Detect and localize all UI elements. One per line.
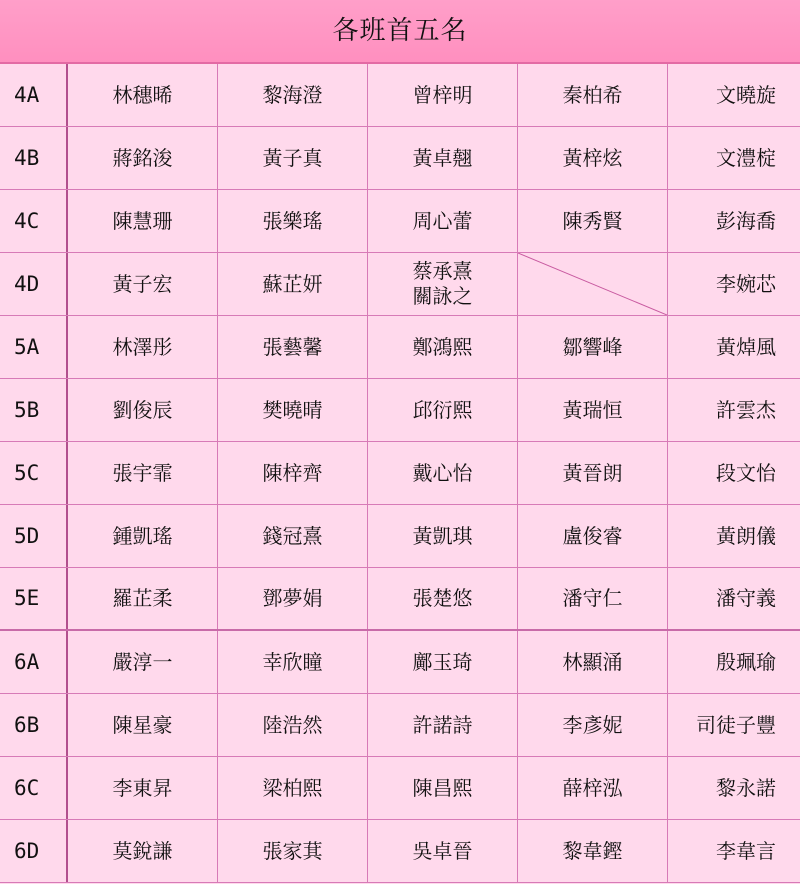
student-name: 曾梓明 xyxy=(412,82,473,107)
class-label: 6C xyxy=(0,757,68,819)
student-name: 殷珮瑜 xyxy=(716,649,776,674)
page-title: 各班首五名 xyxy=(332,16,468,46)
student-cell-rank-3 xyxy=(368,190,518,252)
student-cell-rank-2 xyxy=(218,568,368,629)
student-cell-rank-2 xyxy=(218,820,368,882)
student-name: 劉俊辰 xyxy=(112,397,173,422)
student-cell-rank-4 xyxy=(518,190,668,252)
student-name: 蘇芷妍 xyxy=(262,271,323,296)
student-name: 莫銳謙 xyxy=(112,838,173,863)
student-name: 黎韋鏗 xyxy=(562,838,623,863)
class-label: 4A xyxy=(0,64,68,126)
student-cell-rank-5 xyxy=(668,64,800,126)
student-cell-rank-3 xyxy=(368,253,518,315)
student-name: 周心蕾 xyxy=(412,208,473,233)
table-row xyxy=(0,568,800,631)
student-name: 陳星豪 xyxy=(112,712,173,737)
diagonal-line xyxy=(518,253,667,315)
student-cell-rank-2 xyxy=(218,442,368,504)
class-label: 4B xyxy=(0,127,68,189)
student-cell-rank-1 xyxy=(68,442,218,504)
student-cell-rank-1 xyxy=(68,757,218,819)
student-cell-rank-5 xyxy=(668,568,800,629)
student-name: 戴心怡 xyxy=(412,460,473,485)
student-cell-rank-5 xyxy=(668,253,800,315)
class-label: 5C xyxy=(0,442,68,504)
class-label: 4D xyxy=(0,253,68,315)
student-name: 文曉旋 xyxy=(716,82,776,107)
table-row xyxy=(0,820,800,883)
student-name: 黃焯風 xyxy=(716,334,776,359)
student-name: 彭海喬 xyxy=(716,208,776,233)
title-bar xyxy=(0,0,800,64)
table-row xyxy=(0,64,800,127)
student-cell-rank-5 xyxy=(668,694,800,756)
student-name: 鄺玉琦 xyxy=(412,649,473,674)
table-row xyxy=(0,253,800,316)
student-name: 鄧夢娟 xyxy=(262,586,323,610)
student-cell-rank-4 xyxy=(518,505,668,567)
student-name: 吳卓晉 xyxy=(412,838,473,863)
student-cell-rank-3 xyxy=(368,631,518,693)
student-name: 黃子真 xyxy=(262,145,323,170)
student-cell-rank-3 xyxy=(368,694,518,756)
student-name: 林顯涌 xyxy=(562,649,623,674)
class-label: 4C xyxy=(0,190,68,252)
table-row xyxy=(0,505,800,568)
student-cell-rank-5 xyxy=(668,505,800,567)
student-name: 梁柏熙 xyxy=(262,775,323,800)
student-name: 薛梓泓 xyxy=(562,775,623,800)
student-cell-rank-5 xyxy=(668,442,800,504)
student-name: 黃晉朗 xyxy=(562,460,623,485)
student-name: 張樂瑤 xyxy=(262,208,323,233)
student-name: 張宇霏 xyxy=(112,460,173,485)
student-name: 黃瑞恒 xyxy=(562,397,623,422)
table-row xyxy=(0,631,800,694)
student-name: 張藝馨 xyxy=(262,334,323,359)
class-label: 6B xyxy=(0,694,68,756)
student-name: 李東昇 xyxy=(112,775,173,800)
student-cell-rank-3 xyxy=(368,820,518,882)
student-cell-rank-4 xyxy=(518,442,668,504)
student-cell-rank-4 xyxy=(518,127,668,189)
student-cell-rank-1 xyxy=(68,820,218,882)
student-cell-rank-2 xyxy=(218,190,368,252)
student-cell-rank-1 xyxy=(68,694,218,756)
student-cell-rank-5 xyxy=(668,631,800,693)
student-cell-rank-4 xyxy=(518,64,668,126)
student-cell-rank-2 xyxy=(218,694,368,756)
empty-cell-diagonal xyxy=(518,253,667,315)
student-cell-rank-3 xyxy=(368,442,518,504)
student-name: 黃梓炫 xyxy=(562,145,623,170)
student-name: 李韋言 xyxy=(716,838,776,863)
student-cell-rank-5 xyxy=(668,127,800,189)
student-cell-rank-4 xyxy=(518,253,668,315)
student-cell-rank-4 xyxy=(518,568,668,629)
table-row xyxy=(0,757,800,820)
student-cell-rank-2 xyxy=(218,631,368,693)
student-name: 陳昌熙 xyxy=(412,775,473,800)
student-cell-rank-2 xyxy=(218,253,368,315)
student-cell-rank-2 xyxy=(218,757,368,819)
student-cell-rank-1 xyxy=(68,253,218,315)
student-cell-rank-1 xyxy=(68,64,218,126)
student-name: 許雲杰 xyxy=(716,397,776,422)
table-row xyxy=(0,127,800,190)
student-cell-rank-4 xyxy=(518,316,668,378)
student-name: 張家萁 xyxy=(262,838,323,863)
student-name: 陸浩然 xyxy=(262,712,323,737)
student-name: 關詠之 xyxy=(412,284,473,308)
student-cell-rank-4 xyxy=(518,820,668,882)
student-cell-rank-1 xyxy=(68,190,218,252)
student-name: 蔣銘浚 xyxy=(112,145,173,170)
student-name: 陳秀賢 xyxy=(562,208,623,233)
class-label: 5B xyxy=(0,379,68,441)
class-label: 5E xyxy=(0,568,68,629)
student-cell-rank-4 xyxy=(518,631,668,693)
student-cell-rank-4 xyxy=(518,379,668,441)
student-cell-rank-5 xyxy=(668,820,800,882)
student-cell-rank-2 xyxy=(218,64,368,126)
table-row xyxy=(0,316,800,379)
student-name: 鍾凱瑤 xyxy=(112,523,173,548)
student-name: 林澤彤 xyxy=(112,334,173,359)
student-name: 邱衍熙 xyxy=(412,397,473,422)
student-cell-rank-4 xyxy=(518,757,668,819)
student-cell-rank-3 xyxy=(368,64,518,126)
student-cell-rank-5 xyxy=(668,190,800,252)
student-cell-rank-2 xyxy=(218,127,368,189)
student-cell-rank-1 xyxy=(68,505,218,567)
student-cell-rank-5 xyxy=(668,379,800,441)
student-name: 張楚悠 xyxy=(412,586,473,610)
student-cell-rank-1 xyxy=(68,568,218,629)
student-name: 林穗晞 xyxy=(112,82,173,107)
student-name: 羅芷柔 xyxy=(112,586,173,610)
student-cell-rank-3 xyxy=(368,757,518,819)
student-cell-rank-3 xyxy=(368,568,518,629)
class-label: 5D xyxy=(0,505,68,567)
class-label: 6A xyxy=(0,631,68,693)
student-name: 蔡承熹 xyxy=(412,259,473,283)
table-row xyxy=(0,694,800,757)
student-cell-rank-5 xyxy=(668,757,800,819)
class-label: 5A xyxy=(0,316,68,378)
student-name: 盧俊睿 xyxy=(562,523,623,548)
student-name: 黎海澄 xyxy=(262,82,323,107)
student-name: 司徒子豐 xyxy=(696,712,776,737)
student-name: 潘守義 xyxy=(716,586,776,610)
student-name: 樊曉晴 xyxy=(262,397,323,422)
student-cell-rank-2 xyxy=(218,379,368,441)
student-ranking-table xyxy=(0,64,800,884)
student-name: 陳慧珊 xyxy=(112,208,173,233)
student-name: 嚴淳一 xyxy=(112,649,173,674)
student-cell-rank-3 xyxy=(368,379,518,441)
student-cell-rank-3 xyxy=(368,316,518,378)
student-cell-rank-3 xyxy=(368,127,518,189)
student-name: 文澧椗 xyxy=(716,145,776,170)
student-name: 黃朗儀 xyxy=(716,523,776,548)
student-cell-rank-4 xyxy=(518,694,668,756)
student-name: 秦柏希 xyxy=(562,82,623,107)
class-label: 6D xyxy=(0,820,68,882)
student-cell-rank-3 xyxy=(368,505,518,567)
student-cell-rank-2 xyxy=(218,505,368,567)
student-cell-rank-1 xyxy=(68,631,218,693)
student-name: 許諾詩 xyxy=(412,712,473,737)
student-cell-rank-1 xyxy=(68,316,218,378)
student-name: 幸欣瞳 xyxy=(262,649,323,674)
stacked-student-names xyxy=(413,259,473,309)
student-name: 鄒響峰 xyxy=(562,334,623,359)
student-cell-rank-1 xyxy=(68,379,218,441)
student-name: 黃卓翹 xyxy=(412,145,473,170)
student-cell-rank-5 xyxy=(668,316,800,378)
student-name: 錢冠熹 xyxy=(262,523,323,548)
student-name: 潘守仁 xyxy=(562,586,623,610)
table-row xyxy=(0,190,800,253)
student-cell-rank-1 xyxy=(68,127,218,189)
student-name: 黃子宏 xyxy=(112,271,173,296)
student-name: 段文怡 xyxy=(716,460,776,485)
student-name: 黃凱琪 xyxy=(412,523,473,548)
student-name: 李彥妮 xyxy=(562,712,623,737)
student-name: 鄭鴻熙 xyxy=(412,334,473,359)
table-row xyxy=(0,442,800,505)
student-name: 陳梓齊 xyxy=(262,460,323,485)
student-name: 黎永諾 xyxy=(716,775,776,800)
table-row xyxy=(0,379,800,442)
student-cell-rank-2 xyxy=(218,316,368,378)
student-name: 李婉芯 xyxy=(716,271,776,296)
